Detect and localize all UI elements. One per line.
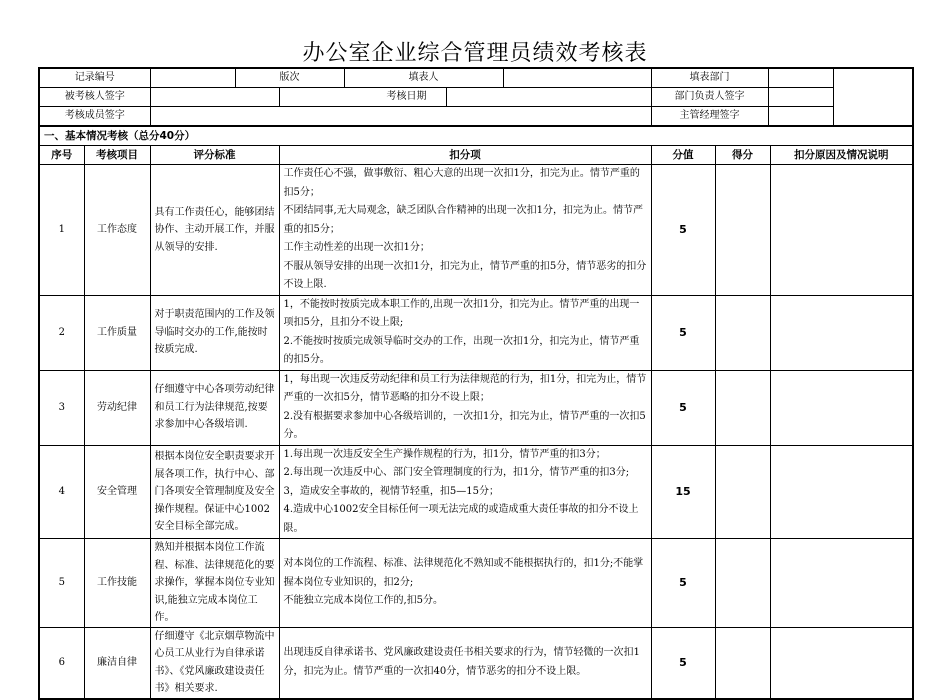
table-row xyxy=(39,370,913,445)
row-got-field[interactable] xyxy=(715,539,770,628)
filler-subtable xyxy=(345,69,651,87)
row-got-field[interactable] xyxy=(715,165,770,296)
col-header-got: 得分 xyxy=(715,146,770,165)
deduction-line: 1，不能按时按质完成本职工作的,出现一次扣1分，扣完为止。情节严重的出现一项扣5分，且扣分不设上限; xyxy=(283,298,640,328)
row-deductions xyxy=(279,165,651,296)
table-row xyxy=(39,627,913,699)
section-title: 一、基本情况考核（总分40分） xyxy=(39,126,913,146)
record-no-label: 记录编号 xyxy=(39,68,150,88)
info-row-2 xyxy=(39,88,913,107)
row-deductions xyxy=(279,539,651,628)
row-score: 5 xyxy=(651,295,715,370)
assess-date-cell xyxy=(279,88,651,107)
col-header-score: 分值 xyxy=(651,146,715,165)
deduction-line: 工作主动性差的出现一次扣1分； xyxy=(283,242,430,253)
row-score: 5 xyxy=(651,370,715,445)
deduction-line: 4.造成中心1002安全目标任何一项无法完成的或造成重大责任事故的扣分不设上限。 xyxy=(283,504,639,534)
row-item: 廉洁自律 xyxy=(84,627,150,699)
deduction-line: 不能独立完成本岗位工作的,扣5分。 xyxy=(283,595,444,606)
table-row xyxy=(39,539,913,628)
row-reason-field[interactable] xyxy=(770,295,913,370)
filler-label: 填表人 xyxy=(345,69,504,87)
row-standard: 仔细遵守《北京烟草物流中心员工从业行为自律承诺书》、《党风廉政建设责任书》相关要求. xyxy=(150,627,279,699)
row-no: 5 xyxy=(39,539,84,628)
row-reason-field[interactable] xyxy=(770,165,913,296)
manager-sign-cell xyxy=(651,107,833,127)
col-header-item: 考核项目 xyxy=(84,146,150,165)
table-row xyxy=(39,165,913,296)
deduction-line: 2.没有根据要求参加中心各级培训的，一次扣1分，扣完为止，情节严重的一次扣5分。 xyxy=(283,410,646,440)
manager-sign-field[interactable] xyxy=(768,107,833,125)
row-reason-field[interactable] xyxy=(770,445,913,539)
row-item: 工作态度 xyxy=(84,165,150,296)
row-item: 工作质量 xyxy=(84,295,150,370)
col-header-reason: 扣分原因及情况说明 xyxy=(770,146,913,165)
row-no: 3 xyxy=(39,370,84,445)
dept-head-field[interactable] xyxy=(768,88,833,106)
col-header-no: 序号 xyxy=(39,146,84,165)
deduction-line: 2.不能按时按质完成领导临时交办的工作，出现一次扣1分，扣完为止，情节严重的扣5分。 xyxy=(283,335,640,365)
member-sign-field[interactable] xyxy=(150,107,651,127)
assess-date-field[interactable] xyxy=(446,88,651,106)
row-deductions xyxy=(279,445,651,539)
fill-dept-subtable xyxy=(652,69,833,87)
deduction-line: 对本岗位的工作流程、标准、法律规范化不熟知或不能根据执行的，扣1分;不能掌握本岗位专业知识的，扣2分; xyxy=(283,558,644,588)
dept-head-subtable xyxy=(652,88,833,106)
row-score: 5 xyxy=(651,539,715,628)
row-score: 15 xyxy=(651,445,715,539)
row-got-field[interactable] xyxy=(715,627,770,699)
row-no: 4 xyxy=(39,445,84,539)
row-got-field[interactable] xyxy=(715,295,770,370)
assess-date-spacer xyxy=(280,88,368,106)
deduction-line: 1.每出现一次违反安全生产操作规程的行为，扣1分，情节严重的扣3分； xyxy=(283,448,606,460)
filler-field[interactable] xyxy=(503,69,651,87)
row-reason-field[interactable] xyxy=(770,539,913,628)
page-title: 办公室企业综合管理员绩效考核表 xyxy=(302,41,648,66)
section-header-row xyxy=(39,126,913,146)
assess-date-subtable xyxy=(280,88,651,106)
assessee-sign-field[interactable] xyxy=(150,88,279,107)
row-standard: 熟知并根据本岗位工作流程、标准、法律规范化的要求操作，掌握本岗位专业知识,能独立完成本岗位工作。 xyxy=(150,539,279,628)
fill-dept-field[interactable] xyxy=(768,69,833,87)
row-no: 2 xyxy=(39,295,84,370)
deduction-line: 工作责任心不强，做事敷衍、粗心大意的出现一次扣1分，扣完为止。情节严重的扣5分； xyxy=(283,168,640,198)
deduction-line: 不团结同事,无大局观念，缺乏团队合作精神的出现一次扣1分，扣完为止。情节严重的扣5分； xyxy=(283,205,644,235)
deduction-line: 出现违反自律承诺书、党风廉政建设责任书相关要求的行为，情节轻微的一次扣1分，扣完为止。情节严重的一次扣40分，情节恶劣的扣分不设上限。 xyxy=(283,647,640,677)
deduction-line: 不服从领导安排的出现一次扣1分，扣完为止，情节严重的扣5分，情节恶劣的扣分不设上限. xyxy=(283,260,647,290)
assess-date-label: 考核日期 xyxy=(368,88,447,106)
dept-head-label: 部门负责人签字 xyxy=(652,88,769,106)
row-item: 安全管理 xyxy=(84,445,150,539)
fill-dept-cell xyxy=(651,68,833,88)
deduction-line: 3，造成安全事故的，视情节轻重，扣5—15分； xyxy=(283,485,499,497)
manager-sign-subtable xyxy=(652,107,833,125)
row-no: 1 xyxy=(39,165,84,296)
row-item: 劳动纪律 xyxy=(84,370,150,445)
row-deductions xyxy=(279,295,651,370)
row-standard: 具有工作责任心，能够团结协作、主动开展工作，并服从领导的安排. xyxy=(150,165,279,296)
row-got-field[interactable] xyxy=(715,445,770,539)
row-score: 5 xyxy=(651,627,715,699)
row-standard: 仔细遵守中心各项劳动纪律和员工行为法律规范,按要求参加中心各级培训. xyxy=(150,370,279,445)
member-sign-label: 考核成员签字 xyxy=(39,107,150,127)
row-item: 工作技能 xyxy=(84,539,150,628)
info-row-3 xyxy=(39,107,913,127)
assessment-table xyxy=(38,67,914,700)
record-no-field[interactable] xyxy=(150,68,235,88)
row-got-field[interactable] xyxy=(715,370,770,445)
deduction-line: 2.每出现一次违反中心、部门安全管理制度的行为，扣1分，情节严重的扣3分; xyxy=(283,467,630,478)
row-deductions xyxy=(279,370,651,445)
info-row-1 xyxy=(39,68,913,88)
row-no: 6 xyxy=(39,627,84,699)
row-standard: 对于职责范围内的工作及领导临时交办的工作,能按时按质完成. xyxy=(150,295,279,370)
row-deductions xyxy=(279,627,651,699)
filler-cell xyxy=(344,68,651,88)
table-row xyxy=(39,445,913,539)
row-reason-field[interactable] xyxy=(770,370,913,445)
fill-dept-label: 填表部门 xyxy=(652,69,769,87)
deduction-line: 1，每出现一次违反劳动纪律和员工行为法律规范的行为，扣1分，扣完为止，情节严重的一次扣5分，情节恶略的扣分不设上限； xyxy=(283,373,647,403)
col-header-deduction: 扣分项 xyxy=(279,146,651,165)
column-header-row xyxy=(39,146,913,165)
dept-head-cell xyxy=(651,88,833,107)
col-header-standard: 评分标准 xyxy=(150,146,279,165)
row-reason-field[interactable] xyxy=(770,627,913,699)
table-row xyxy=(39,295,913,370)
version-label: 版次 xyxy=(235,68,344,88)
assessee-sign-label: 被考核人签字 xyxy=(39,88,150,107)
manager-sign-label: 主管经理签字 xyxy=(652,107,769,125)
row-standard: 根据本岗位安全职责要求开展各项工作，执行中心、部门各项安全管理制度及安全操作规程。保证中心1002安全目标全部完成。 xyxy=(150,445,279,539)
row-score: 5 xyxy=(651,165,715,296)
